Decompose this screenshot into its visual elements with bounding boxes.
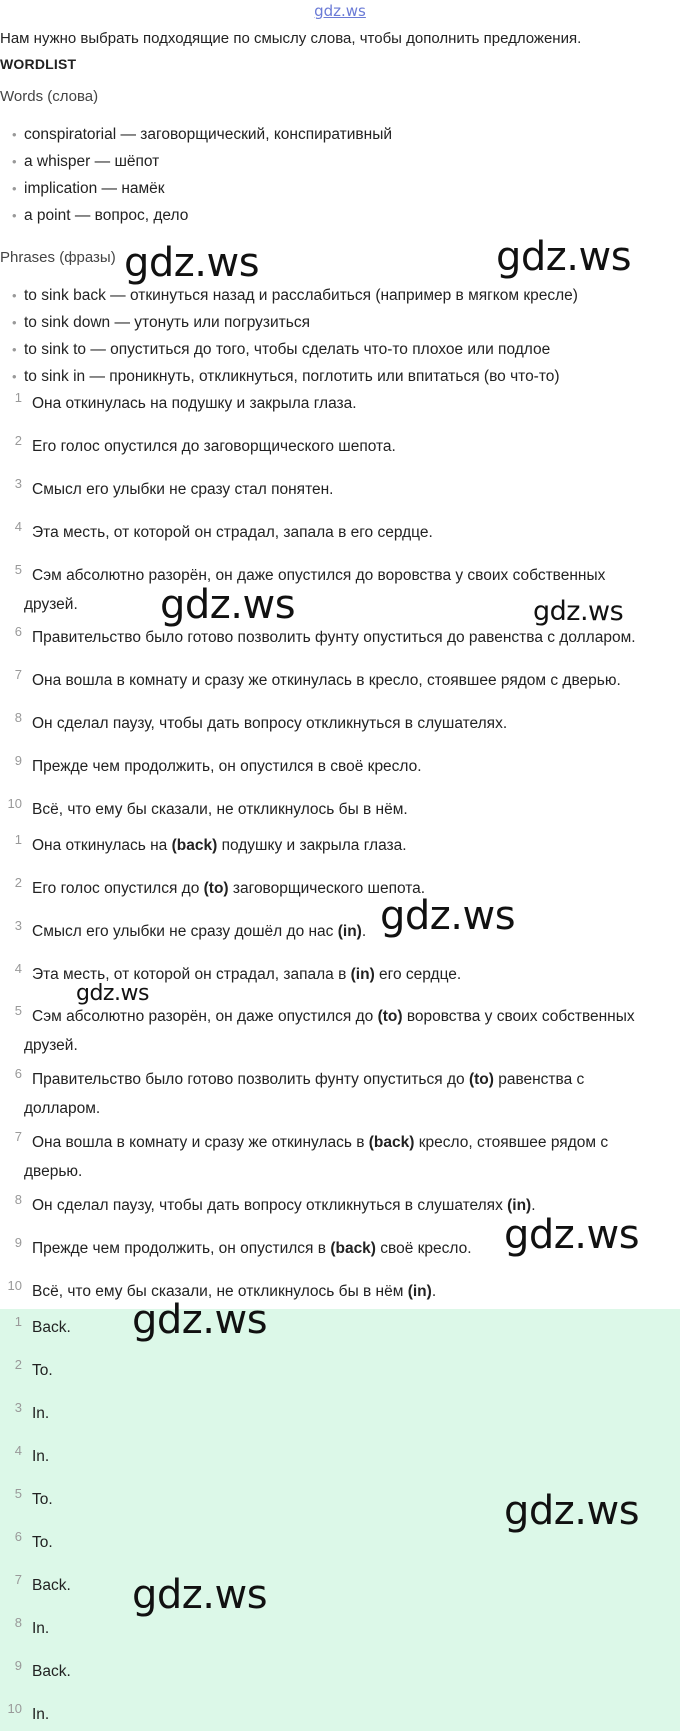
list-item: • conspiratorial — заговорщический, конспиративный	[12, 125, 393, 143]
task-intro: Нам нужно выбрать подходящие по смыслу слова, чтобы дополнить предложения.	[0, 30, 582, 47]
phrases-label: Phrases (фразы)	[0, 249, 116, 266]
list-item: • to sink in — проникнуть, откликнуться, поглотить или впитаться (во что-то)	[12, 367, 560, 385]
marker-word: (back)	[368, 1134, 415, 1151]
phrases-list	[12, 282, 578, 390]
marker-word: (to)	[377, 1008, 403, 1025]
watermark: gdz.ws	[504, 1212, 640, 1258]
marker-word: (to)	[468, 1071, 494, 1088]
list-item: • implication — намёк	[12, 179, 165, 197]
marker-word: (in)	[407, 1283, 432, 1300]
marker-word: (back)	[171, 837, 218, 854]
wordlist-heading: WORDLIST	[0, 56, 77, 72]
watermark: gdz.ws	[76, 981, 149, 1006]
watermark: gdz.ws	[132, 1572, 268, 1618]
site-logo-link[interactable]: gdz.ws	[314, 2, 366, 20]
bullet-icon: •	[12, 315, 17, 330]
watermark: gdz.ws	[124, 240, 260, 286]
marker-word: (in)	[507, 1197, 532, 1214]
watermark: gdz.ws	[160, 582, 296, 628]
list-item: • to sink down — утонуть или погрузиться	[12, 313, 310, 331]
list-item: • a point — вопрос, дело	[12, 206, 189, 224]
watermark: gdz.ws	[380, 893, 516, 939]
watermark: gdz.ws	[132, 1297, 268, 1343]
bullet-icon: •	[12, 288, 17, 303]
watermark: gdz.ws	[496, 234, 632, 280]
watermark: gdz.ws	[504, 1488, 640, 1534]
marker-word: (in)	[337, 923, 362, 940]
marker-word: (back)	[330, 1240, 376, 1257]
bullet-icon: •	[12, 342, 17, 357]
bullet-icon: •	[12, 369, 17, 384]
marker-word: (in)	[350, 966, 375, 983]
list-item: • to sink to — опуститься до того, чтобы сделать что-то плохое или подлое	[12, 340, 551, 358]
words-list	[12, 121, 392, 229]
words-label: Words (слова)	[0, 88, 99, 105]
marker-word: (to)	[203, 880, 229, 897]
bullet-icon: •	[12, 154, 17, 169]
watermark: gdz.ws	[533, 596, 624, 627]
bullet-icon: •	[12, 208, 17, 223]
bullet-icon: •	[12, 127, 17, 142]
list-item: • a whisper — шёпот	[12, 152, 160, 170]
bullet-icon: •	[12, 181, 17, 196]
list-item: • to sink back — откинуться назад и расслабиться (например в мягком кресле)	[12, 286, 578, 304]
